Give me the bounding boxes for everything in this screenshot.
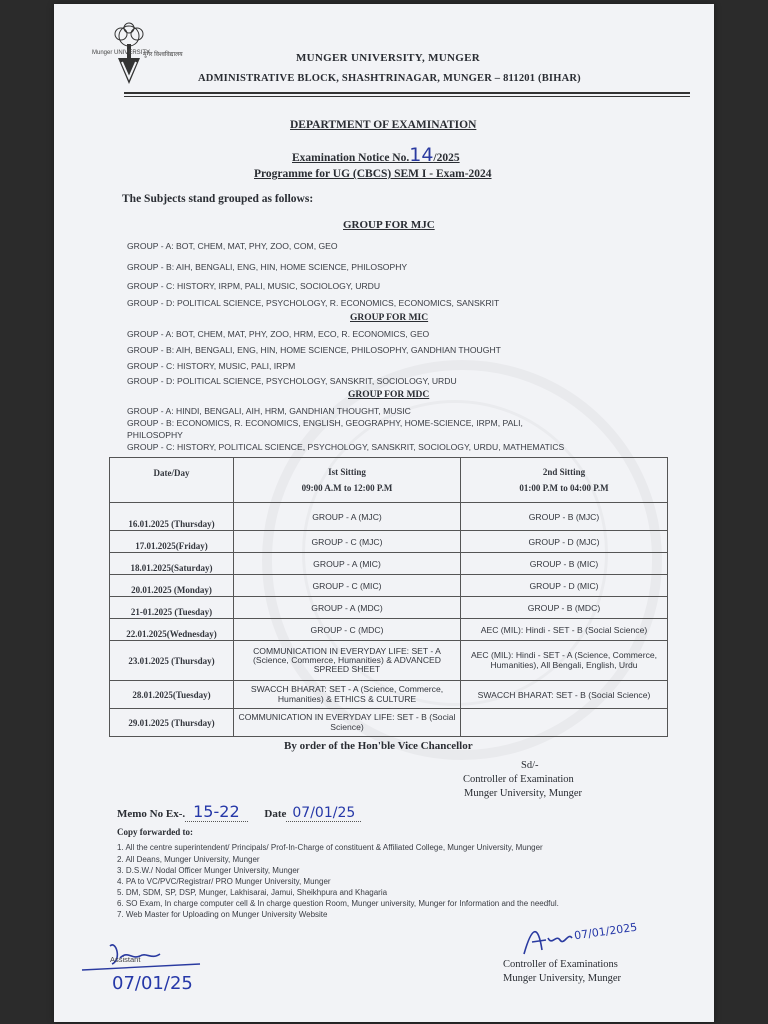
table-row — [110, 641, 668, 681]
mdc-group-b: GROUP - B: ECONOMICS, R. ECONOMICS, ENGLISH, GEOGRAPHY, HOME-SCIENCE, IRPM, PALI, — [127, 418, 523, 428]
mic-group-a: GROUP - A: BOT, CHEM, MAT, PHY, ZOO, HRM, ECO, R. ECONOMICS, GEO — [127, 329, 430, 339]
mdc-group-b-cont: PHILOSOPHY — [127, 430, 183, 440]
table-row — [110, 575, 668, 597]
row-date: 29.01.2025 (Thursday) — [110, 709, 234, 737]
row-first-sitting: GROUP - A (MJC) — [234, 503, 461, 531]
row-date: 18.01.2025(Saturday) — [110, 553, 234, 575]
mdc-heading: GROUP FOR MDC — [348, 390, 430, 400]
row-second-sitting — [461, 709, 668, 737]
mjc-heading: GROUP FOR MJC — [343, 219, 435, 231]
row-second-sitting: GROUP - B (MIC) — [461, 553, 668, 575]
mdc-group-a: GROUP - A: HINDI, BENGALI, AIH, HRM, GANDHIAN THOUGHT, MUSIC — [127, 406, 411, 416]
memo-date-label: Date — [264, 808, 287, 820]
grouped-intro: The Subjects stand grouped as follows: — [122, 193, 314, 205]
col-date: Date/Day — [110, 458, 234, 503]
row-first-sitting: GROUP - C (MDC) — [234, 619, 461, 641]
controller2-title: Controller of Examinations — [503, 959, 618, 970]
sd-mark: Sd/- — [521, 760, 539, 771]
controller-place: Munger University, Munger — [464, 788, 583, 799]
copy-forwarded-heading: Copy forwarded to: — [117, 827, 193, 837]
table-row — [110, 709, 668, 737]
table-header-row — [110, 458, 668, 503]
row-date: 16.01.2025 (Thursday) — [110, 503, 234, 531]
row-date: 23.01.2025 (Thursday) — [110, 641, 234, 681]
memo-date: 07/01/25 — [286, 805, 361, 822]
mdc-group-c: GROUP - C: HISTORY, POLITICAL SCIENCE, PSYCHOLOGY, SANSKRIT, SOCIOLOGY, URDU, MATHEMATICS — [127, 442, 565, 452]
table-row — [110, 597, 668, 619]
header-rule-thin — [124, 96, 690, 97]
table-row — [110, 553, 668, 575]
mjc-group-d: GROUP - D: POLITICAL SCIENCE, PSYCHOLOGY, R. ECONOMICS, ECONOMICS, SANSKRIT — [127, 298, 500, 308]
table-row — [110, 619, 668, 641]
copy-item: 4. PA to VC/PVC/Registrar/ PRO Munger University, Munger — [117, 877, 331, 886]
copy-item: 7. Web Master for Uploading on Munger University Website — [117, 910, 328, 919]
row-second-sitting: AEC (MIL): Hindi - SET - A (Science, Commerce, Humanities), All Bengali, English, Urdu — [461, 641, 668, 681]
copy-item: 6. SO Exam, In charge computer cell & In charge question Room, Munger university, Munger for Information and the needful. — [117, 899, 559, 908]
row-first-sitting: SWACCH BHARAT: SET - A (Science, Commerce, Humanities) & ETHICS & CULTURE — [234, 681, 461, 709]
mjc-group-c: GROUP - C: HISTORY, IRPM, PALI, MUSIC, SOCIOLOGY, URDU — [127, 281, 381, 291]
second-sitting-time: 01:00 P.M to 04:00 P.M — [519, 483, 609, 493]
controller2-place: Munger University, Munger — [503, 973, 622, 984]
table-row — [110, 531, 668, 553]
logo-text-right: मुंगेर विश्वविद्यालय — [143, 52, 183, 58]
row-date: 21-01.2025 (Tuesday) — [110, 597, 234, 619]
department-title: DEPARTMENT OF EXAMINATION — [290, 119, 477, 131]
row-first-sitting: GROUP - C (MJC) — [234, 531, 461, 553]
university-name: MUNGER UNIVERSITY, MUNGER — [296, 52, 481, 64]
row-second-sitting: SWACCH BHARAT: SET - B (Social Science) — [461, 681, 668, 709]
col-second-sitting — [461, 458, 668, 503]
row-date: 28.01.2025(Tuesday) — [110, 681, 234, 709]
memo-label: Memo No Ex-. — [117, 808, 186, 820]
mjc-group-a: GROUP - A: BOT, CHEM, MAT, PHY, ZOO, COM, GEO — [127, 241, 338, 251]
row-first-sitting: GROUP - A (MDC) — [234, 597, 461, 619]
copy-item: 2. All Deans, Munger University, Munger — [117, 855, 260, 864]
second-sitting-title: 2nd Sitting — [542, 467, 586, 477]
mjc-group-b: GROUP - B: AIH, BENGALI, ENG, HIN, HOME SCIENCE, PHILOSOPHY — [127, 262, 408, 272]
mic-group-b: GROUP - B: AIH, BENGALI, ENG, HIN, HOME SCIENCE, PHILOSOPHY, GANDHIAN THOUGHT — [127, 345, 501, 355]
copy-item: 1. All the centre superintendent/ Principals/ Prof-In-Charge of constituent & Affiliated College, Munger University, Munger — [117, 843, 543, 852]
notice-suffix: /2025 — [433, 152, 460, 164]
programme-title: Programme for UG (CBCS) SEM I - Exam-2024 — [254, 168, 492, 180]
exam-schedule-table — [109, 457, 668, 737]
row-first-sitting: COMMUNICATION IN EVERYDAY LIFE: SET - A (Science, Commerce, Humanities) & ADVANCED SPREED SHEET — [234, 641, 461, 681]
assistant-label: Assistant — [110, 955, 141, 964]
notice-title — [292, 144, 460, 166]
row-date: 22.01.2025(Wednesday) — [110, 619, 234, 641]
row-second-sitting: AEC (MIL): Hindi - SET - B (Social Science) — [461, 619, 668, 641]
logo-text-left: Munger UNIVERSITY — [92, 50, 151, 56]
table-row — [110, 503, 668, 531]
assistant-date: 07/01/25 — [112, 973, 193, 994]
controller-title: Controller of Examination — [463, 774, 574, 785]
row-second-sitting: GROUP - D (MIC) — [461, 575, 668, 597]
row-second-sitting: GROUP - B (MJC) — [461, 503, 668, 531]
memo-number: 15-22 — [185, 802, 248, 822]
table-row — [110, 681, 668, 709]
header-rule-thick — [124, 92, 690, 94]
mic-heading: GROUP FOR MIC — [350, 313, 429, 323]
copy-item: 5. DM, SDM, SP, DSP, Munger, Lakhisarai, Jamui, Sheikhpura and Khagaria — [117, 888, 388, 897]
copy-item: 3. D.S.W./ Nodal Officer Munger University, Munger — [117, 866, 300, 875]
row-second-sitting: GROUP - B (MDC) — [461, 597, 668, 619]
notice-prefix: Examination Notice No. — [292, 152, 410, 164]
university-address: ADMINISTRATIVE BLOCK, SHASHTRINAGAR, MUNGER – 811201 (BIHAR) — [198, 73, 581, 84]
row-date: 20.01.2025 (Monday) — [110, 575, 234, 597]
memo-line — [117, 802, 361, 821]
row-first-sitting: GROUP - C (MIC) — [234, 575, 461, 597]
first-sitting-title: Ist Sitting — [328, 467, 366, 477]
mic-group-d: GROUP - D: POLITICAL SCIENCE, PSYCHOLOGY, SANSKRIT, SOCIOLOGY, URDU — [127, 376, 457, 386]
row-first-sitting: COMMUNICATION IN EVERYDAY LIFE: SET - B (Social Science) — [234, 709, 461, 737]
row-second-sitting: GROUP - D (MJC) — [461, 531, 668, 553]
by-order-line: By order of the Hon'ble Vice Chancellor — [284, 740, 473, 752]
col-first-sitting — [234, 458, 461, 503]
row-first-sitting: GROUP - A (MIC) — [234, 553, 461, 575]
first-sitting-time: 09:00 A.M to 12:00 P.M — [301, 483, 393, 493]
row-date: 17.01.2025(Friday) — [110, 531, 234, 553]
controller-sign-date: 07/01/2025 — [573, 920, 639, 943]
mic-group-c: GROUP - C: HISTORY, MUSIC, PALI, IRPM — [127, 361, 296, 371]
notice-number: 14 — [409, 144, 434, 166]
